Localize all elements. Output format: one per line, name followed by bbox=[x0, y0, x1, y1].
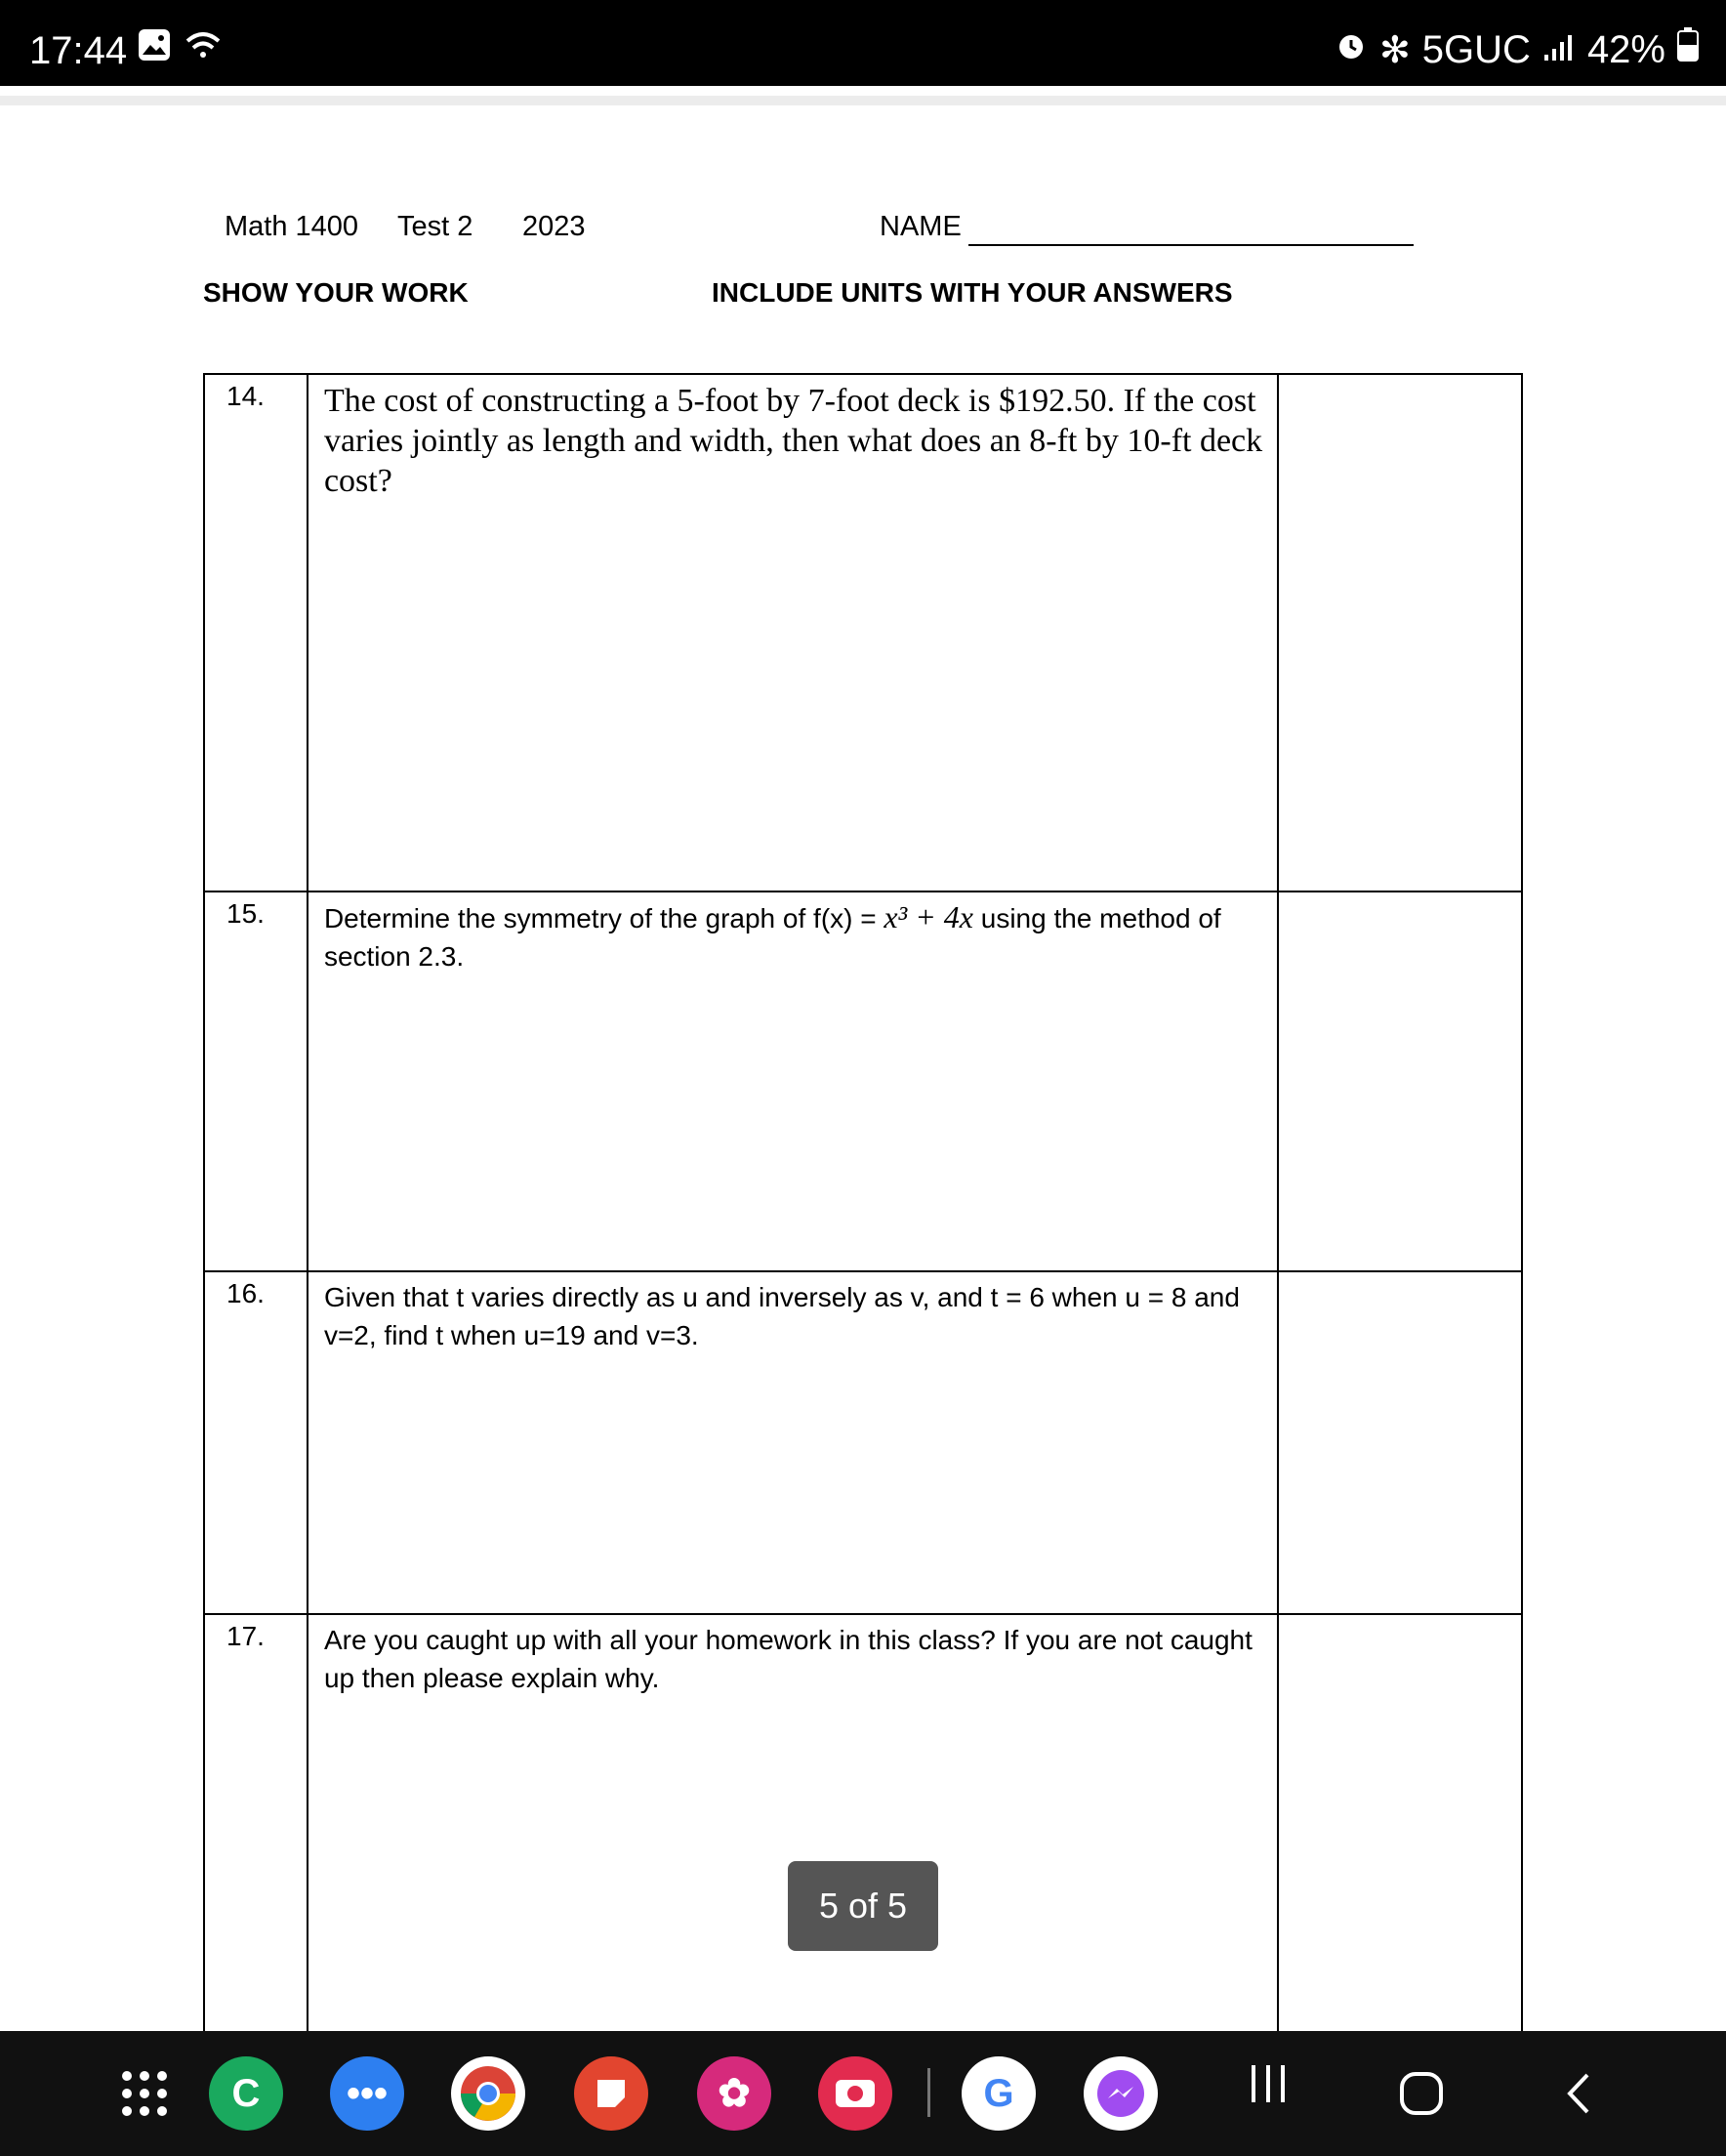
camera-app-icon[interactable] bbox=[818, 2056, 892, 2131]
chrome-app-icon[interactable] bbox=[451, 2056, 525, 2131]
question-cell bbox=[308, 1614, 1278, 2032]
question-row bbox=[204, 1271, 1522, 1614]
question-row bbox=[204, 374, 1522, 891]
answer-cell[interactable] bbox=[1278, 891, 1522, 1271]
network-type: 5GUC bbox=[1421, 27, 1531, 71]
question-row bbox=[204, 891, 1522, 1271]
notes-app-icon[interactable] bbox=[574, 2056, 648, 2131]
question-row bbox=[204, 1614, 1522, 2032]
answer-cell[interactable] bbox=[1278, 1271, 1522, 1614]
questions-table bbox=[203, 373, 1523, 2033]
answer-cell[interactable] bbox=[1278, 374, 1522, 891]
messages-app-icon[interactable]: ••• bbox=[330, 2056, 404, 2131]
toolbar-divider bbox=[0, 96, 1726, 105]
recent-apps-button[interactable] bbox=[1246, 2060, 1291, 2119]
wifi-icon bbox=[184, 27, 223, 67]
gallery-icon bbox=[137, 27, 172, 67]
question-cell bbox=[308, 374, 1278, 891]
name-underline bbox=[968, 242, 1414, 246]
home-button[interactable] bbox=[1398, 2070, 1447, 2129]
messenger-app-icon[interactable] bbox=[1084, 2056, 1158, 2131]
question-text: Determine the symmetry of the graph of f(x) = x³ + 4x using the method of section 2.3. bbox=[323, 899, 1221, 972]
back-button[interactable] bbox=[1560, 2070, 1599, 2129]
battery-icon bbox=[1677, 27, 1699, 72]
units-instruction: INCLUDE UNITS WITH YOUR ANSWERS bbox=[712, 277, 1233, 308]
status-time: 17:44 bbox=[29, 29, 128, 72]
battery-level: 42% bbox=[1586, 27, 1665, 71]
question-text: The cost of constructing a 5-foot by 7-foot deck is $192.50. If the cost varies jointly as length and width, then what does an 8-ft by 10-ft deck cost? bbox=[323, 383, 1263, 499]
apps-grid-icon[interactable] bbox=[119, 2068, 170, 2124]
google-app-icon[interactable]: G bbox=[962, 2056, 1036, 2131]
status-bar bbox=[0, 0, 1726, 86]
question-cell bbox=[308, 1271, 1278, 1614]
name-label: NAME bbox=[880, 211, 962, 242]
question-text: Given that t varies directly as u and inversely as v, and t = 6 when u = 8 and v=2, find t when u=19 and v=3. bbox=[323, 1282, 1240, 1350]
question-cell bbox=[308, 891, 1278, 1271]
flower-app-icon[interactable]: ✿ bbox=[697, 2056, 771, 2131]
answer-cell[interactable] bbox=[1278, 1614, 1522, 2032]
question-number: 14. bbox=[204, 374, 308, 891]
show-work-instruction: SHOW YOUR WORK bbox=[203, 277, 469, 308]
question-number: 16. bbox=[204, 1271, 308, 1614]
question-text: Are you caught up with all your homework in this class? If you are not caught up then please explain why. bbox=[323, 1625, 1253, 1693]
test-label: Test 2 bbox=[397, 211, 473, 242]
question-number: 17. bbox=[204, 1614, 308, 2032]
year-label: 2023 bbox=[522, 211, 586, 242]
question-number: 15. bbox=[204, 891, 308, 1271]
page-indicator: 5 of 5 bbox=[788, 1861, 938, 1951]
math-expression: x³ + 4x bbox=[884, 899, 973, 934]
signal-icon bbox=[1542, 28, 1576, 72]
dock-separator bbox=[927, 2068, 930, 2117]
course-label: Math 1400 bbox=[225, 211, 359, 242]
document-page bbox=[0, 105, 1726, 2031]
bluetooth-icon: ✻ bbox=[1378, 29, 1411, 71]
phone-app-icon[interactable]: C bbox=[209, 2056, 283, 2131]
alarm-icon bbox=[1335, 28, 1368, 72]
